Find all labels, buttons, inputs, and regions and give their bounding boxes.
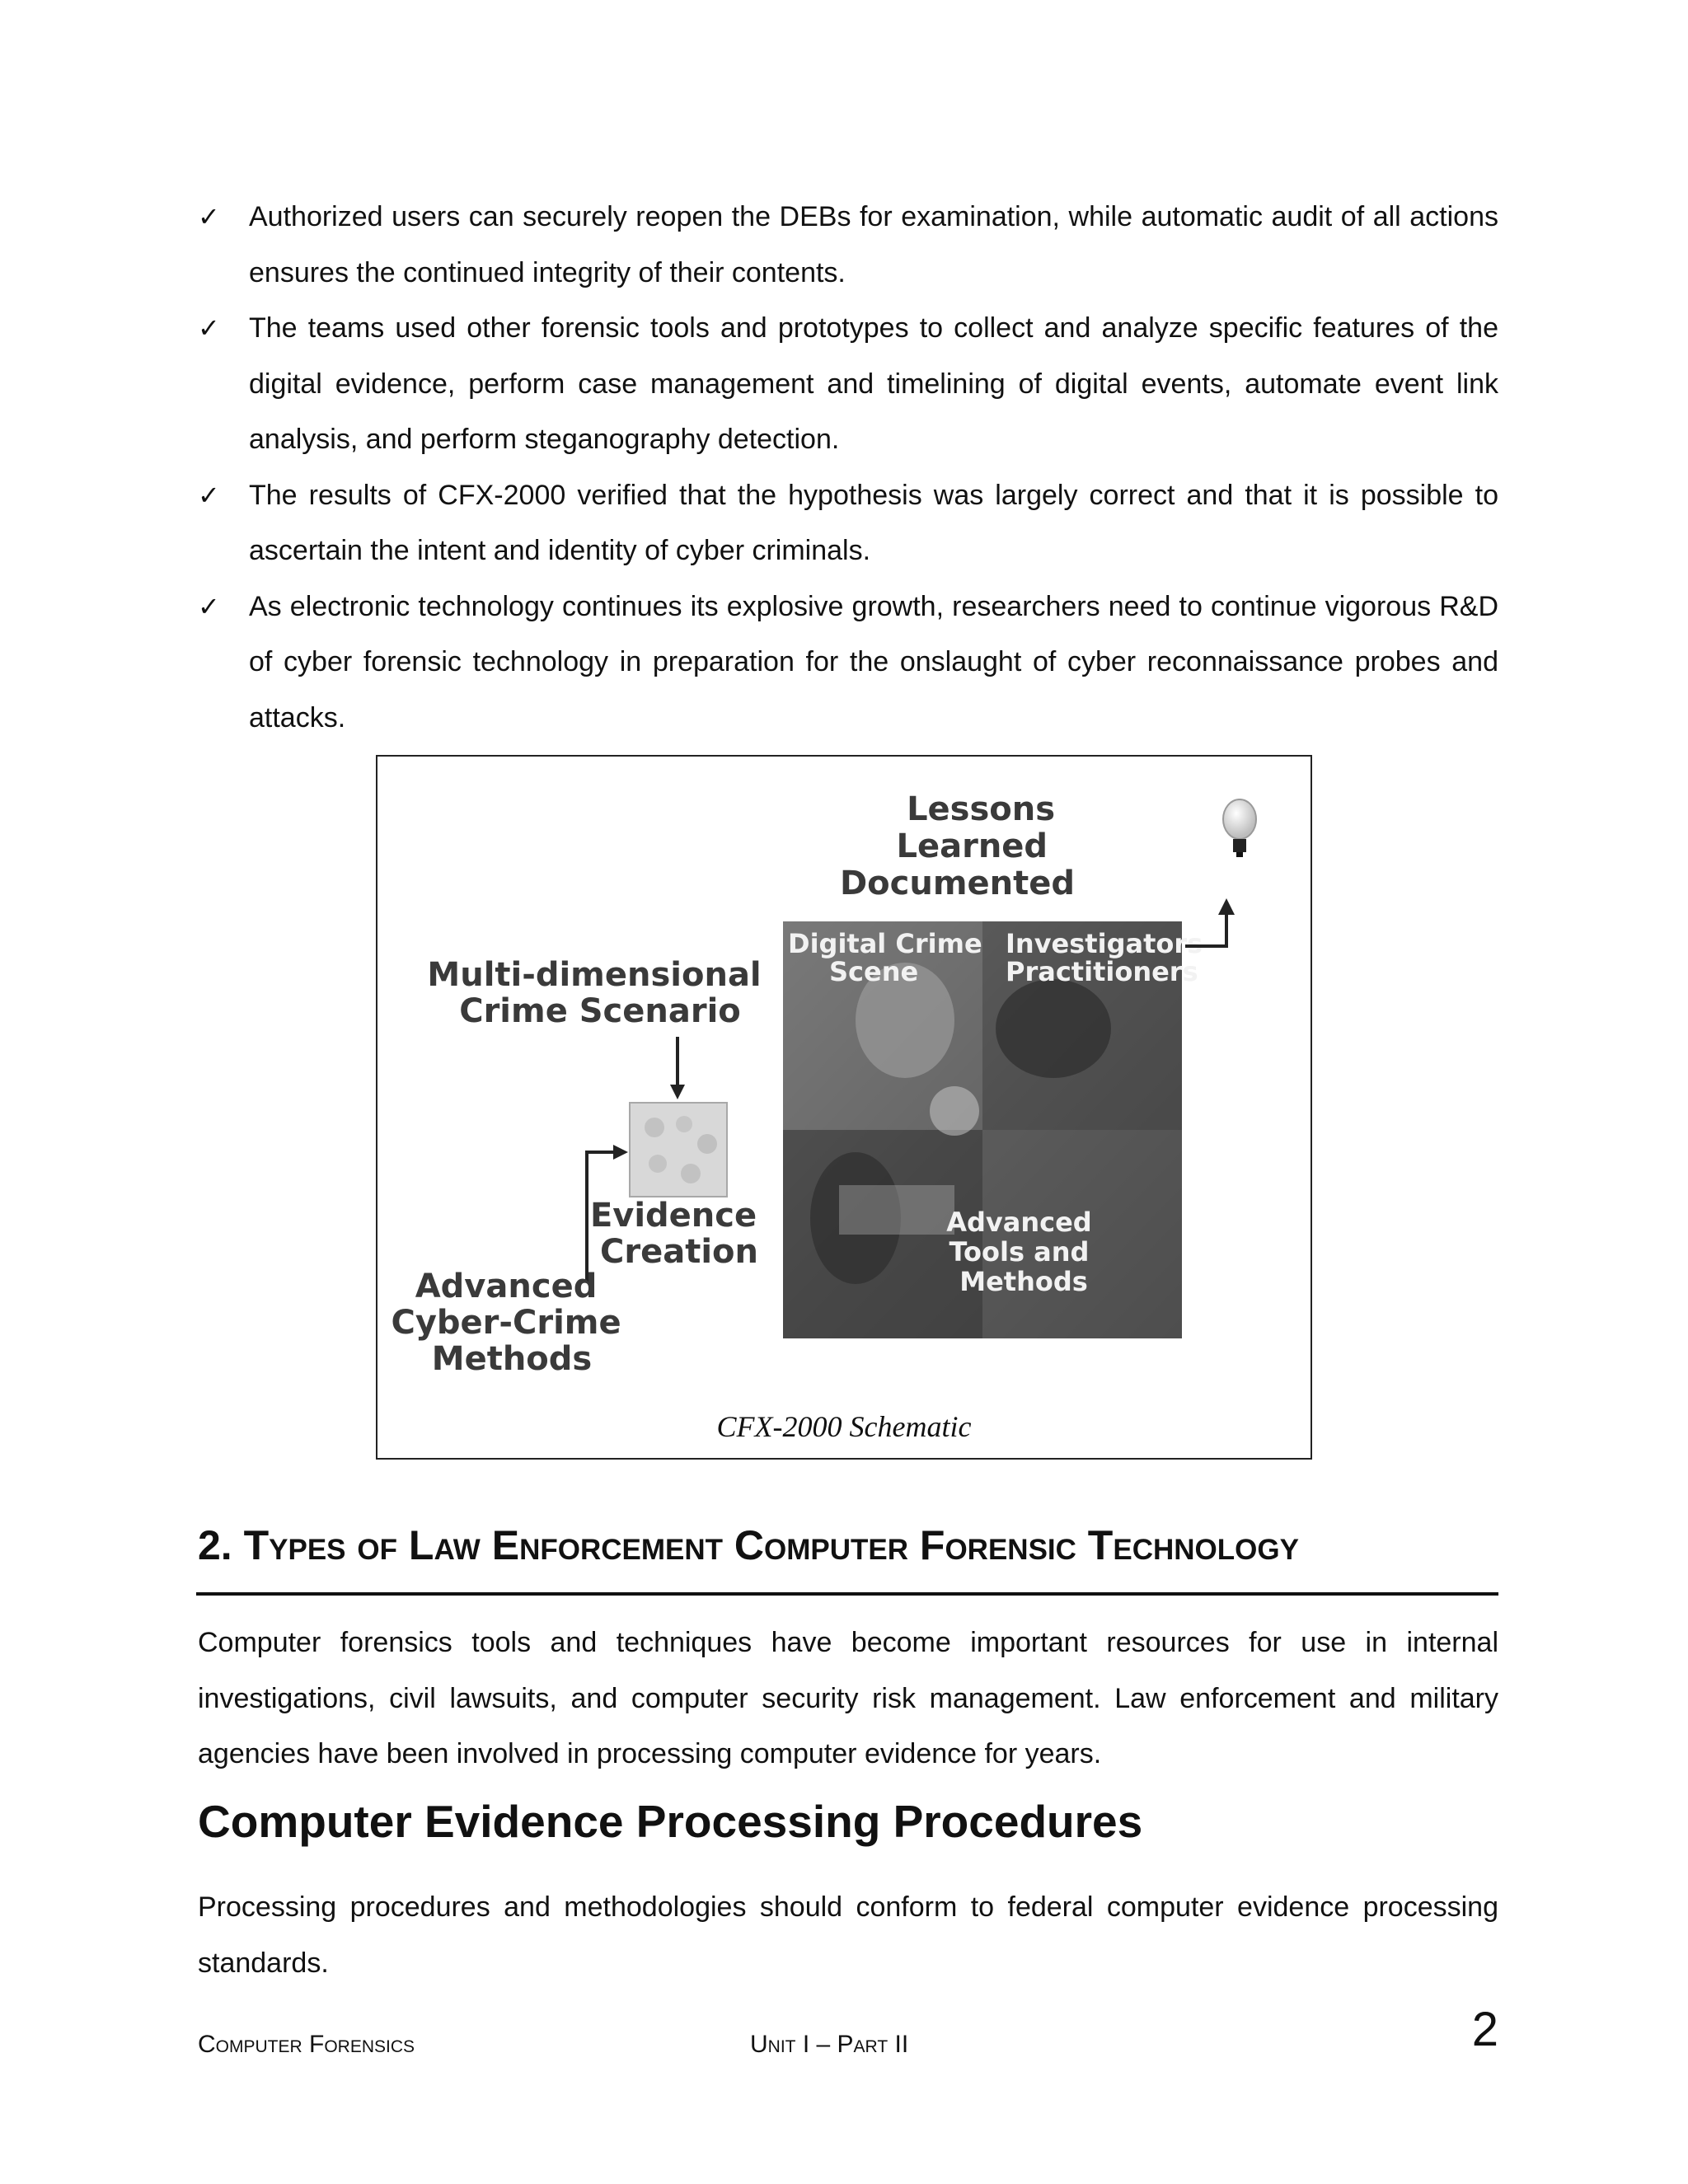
section-heading [198,1516,1497,1574]
evidence-box [630,1103,727,1197]
label-digital-crime-scene: Digital Crime Scene [788,928,982,987]
bullet-item [198,190,1498,301]
section-number: 2. [198,1522,232,1568]
lightbulb-icon [1223,799,1256,857]
footer-course-title: Computer Forensics [198,2031,415,2058]
label-lessons-learned: Lessons Learned Documented [839,790,1075,902]
checkmark-icon: ✓ [198,201,220,232]
bullet-item [198,579,1498,747]
cfx-schematic-figure [376,755,1312,1460]
bullet-text: As electronic technology continues its explosive growth, researchers need to continue vigorous R&D of cyber forensic technology in preparation for the onslaught of cyber reconnaissance probes and attacks. [249,590,1498,733]
footer-unit-label: Unit I – Part II [750,2031,909,2058]
bullet-text: The teams used other forensic tools and prototypes to collect and analyze specific features of the digital evidence, perform case management and timelining of digital events, automate event link analysis, and perform steganography detection. [249,312,1498,455]
heading-divider [196,1592,1498,1596]
photo-collage [783,921,1212,1338]
page-number: 2 [1471,2003,1498,2056]
cfx-schematic-diagram [377,757,1311,1458]
subheading: Computer Evidence Processing Procedures [198,1796,1143,1847]
label-advanced-tools-methods: Advanced Tools and Methods [946,1207,1092,1297]
checkmark-icon: ✓ [198,312,220,344]
label-crime-scenario: Multi-dimensional Crime Scenario [427,956,762,1030]
checkmark-icon: ✓ [198,590,220,622]
bullet-item [198,301,1498,468]
checkmark-icon: ✓ [198,479,220,511]
section-title: Types of Law Enforcement Computer Forensic Technology [243,1522,1299,1568]
label-cyber-crime-methods: Advanced Cyber-Crime Methods [391,1268,621,1378]
paragraph-standards: Processing procedures and methodologies should conform to federal computer evidence processing standards. [198,1891,1498,1979]
bullet-text: Authorized users can securely reopen the DEBs for examination, while automatic audit of all actions ensures the continued integrity of their contents. [249,201,1498,288]
paragraph-intro: Computer forensics tools and techniques have become important resources for use in internal investigations, civil lawsuits, and computer security risk management. Law enforcement and military agencies have been involved in processing computer evidence for years. [198,1627,1498,1769]
bullet-list [198,190,1498,746]
figure-caption: CFX-2000 Schematic [716,1410,972,1443]
arrow-scenario-to-evidence [670,1037,685,1099]
label-investigators-practitioners: Investigators Practitioners [1006,928,1203,987]
label-evidence-creation: Evidence Creation [589,1197,758,1271]
bullet-text: The results of CFX-2000 verified that the hypothesis was largely correct and that it is possible to ascertain the intent and identity of cyber criminals. [249,479,1498,566]
bullet-item [198,468,1498,579]
